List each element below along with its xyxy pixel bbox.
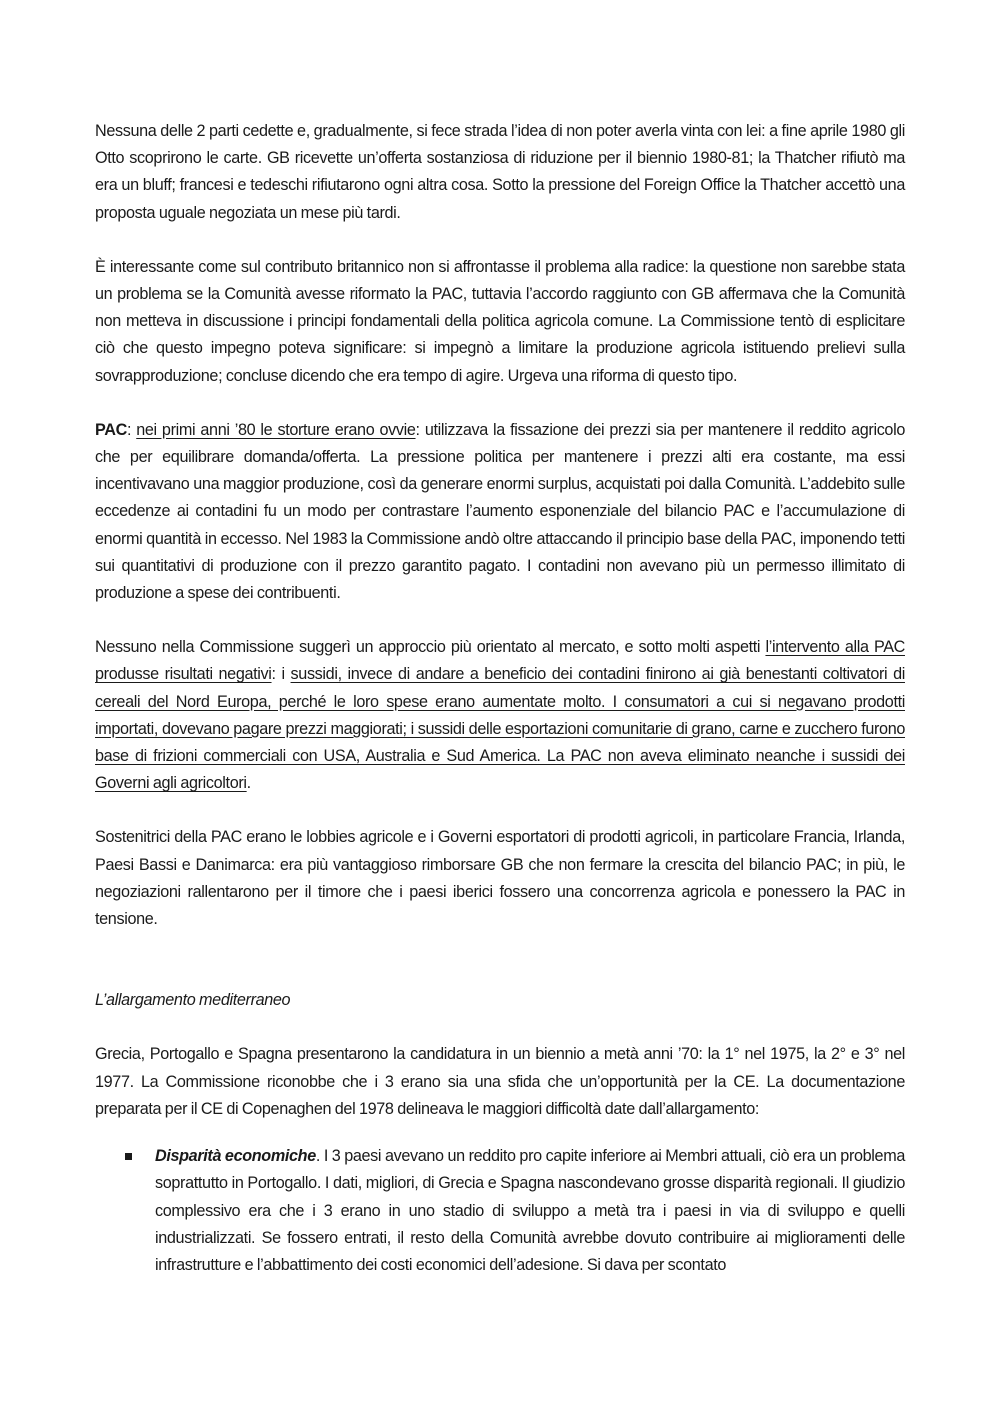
list-item-title: Disparità economiche — [155, 1147, 316, 1166]
negative-results-underlined-1: l’intervento alla PAC produsse risultati negativi — [95, 638, 905, 684]
pac-label: PAC — [95, 420, 127, 439]
square-bullet-icon — [125, 1153, 132, 1160]
paragraph-british-contribution: È interessante come sul contributo britannico non si affrontasse il problema alla radice: la questione non sarebbe stata un problema se la Comunità avesse riformato la PAC, tuttavia l’accordo raggiunto con GB affermava che la Comunità non metteva in discussione i principi fondamentali della politica agricola comune. La Commissione tentò di esplicitare ciò che questo impegno poteva significare: si impegnò a limitare la produzione agricola istituendo prelievi sulla sovrapproduzione; concluse dicendo che era tempo di agire. Urgeva una riforma di questo tipo. — [95, 257, 905, 385]
document-page — [95, 118, 905, 1279]
paragraph-mediterranean-candidates: Grecia, Portogallo e Spagna presentarono la candidatura in un biennio a metà anni ’70: la 1° nel 1975, la 2° e 3° nel 1977. La Commissione riconobbe che i 3 erano sia una sfida che un’opportunità per la CE. La documentazione preparata per il CE di Copenaghen del 1978 delineava le maggiori difficoltà date dall’allargamento: — [95, 1045, 905, 1118]
list-item-text: . I 3 paesi avevano un reddito pro capite inferiore ai Membri attuali, ciò era un problema soprattutto in Portogallo. I dati, migliori, di Grecia e Spagna nascondevano grosse disparità regionali. Il giudizio complessivo era che i 3 erano in uno stadio di sviluppo a metà tra i paesi in via di sviluppo e quelli industrializzati. Se fossero entrati, il resto della Comunità avrebbe dovuto contribuire ai miglioramenti delle infrastrutture e l’abbattimento dei costi economici dell’adesione. Si dava per scontato — [155, 1147, 905, 1274]
paragraph-pac-distortions — [95, 417, 905, 607]
section-heading: L’allargamento mediterraneo — [95, 991, 291, 1010]
paragraph-pac-supporters: Sostenitrici della PAC erano le lobbies agricole e i Governi esportatori di prodotti agricoli, in particolare Francia, Irlanda, Paesi Bassi e Danimarca: era più vantaggioso rimborsare GB che non fermare la crescita del bilancio PAC; in più, le negoziazioni rallentarono per il timore che i paesi iberici fossero una concorrenza agricola e ponessero la PAC in tensione. — [95, 828, 905, 929]
negative-results-mid: : i — [271, 665, 291, 684]
list-item — [95, 1143, 905, 1279]
negative-results-lead: Nessuno nella Commissione suggerì un approccio più orientato al mercato, e sotto molti aspetti — [95, 638, 766, 657]
pac-underlined-text: nei primi anni ’80 le storture erano ovvie — [136, 420, 416, 439]
paragraph-negative-results — [95, 634, 905, 797]
pac-rest-text: : utilizzava la fissazione dei prezzi sia per mantenere il reddito agricolo che per equilibrare domanda/offerta. La pressione politica per mantenere i prezzi alti era costante, ma essi incentivavano una maggior produzione, così da generare enormi surplus, acquistati poi dalla Comunità. L’addebito sulle eccedenze ai contadini fu un modo per contrastare l’aumento esponenziale del bilancio PAC e l’accumulazione di enormi quantità in eccesso. Nel 1983 la Commissione andò oltre attaccando il principio base della PAC, imponendo tetti sui quantitativi di produzione con il prezzo garantito pagato. I contadini non avevano più un permesso illimitato di produzione a spese dei contribuenti. — [95, 420, 905, 603]
negative-results-end: . — [246, 774, 251, 793]
difficulties-list — [95, 1143, 905, 1279]
pac-separator: : — [126, 420, 137, 439]
negative-results-underlined-2: sussidi, invece di andare a beneficio dei contadini finirono ai già benestanti coltivatori di cereali del Nord Europa, perché le loro spese erano aumentate molto. I consumatori a cui si negavano prodotti importati, dovevano pagare prezzi maggiorati; i sussidi delle esportazioni comunitarie di grano, carne e zucchero furono base di frizioni commerciali con USA, Australia e Sud America. La PAC non aveva eliminato neanche i sussidi dei Governi agli agricoltori — [95, 665, 905, 793]
paragraph-thatcher: Nessuna delle 2 parti cedette e, gradualmente, si fece strada l’idea di non poter averla vinta con lei: a fine aprile 1980 gli Otto scoprirono le carte. GB ricevette un’offerta sostanziosa di riduzione per il biennio 1980-81; la Thatcher rifiutò ma era un bluff; francesi e tedeschi rifiutarono ogni altra cosa. Sotto la pressione del Foreign Office la Thatcher accettò una proposta uguale negoziata un mese più tardi. — [95, 122, 905, 222]
